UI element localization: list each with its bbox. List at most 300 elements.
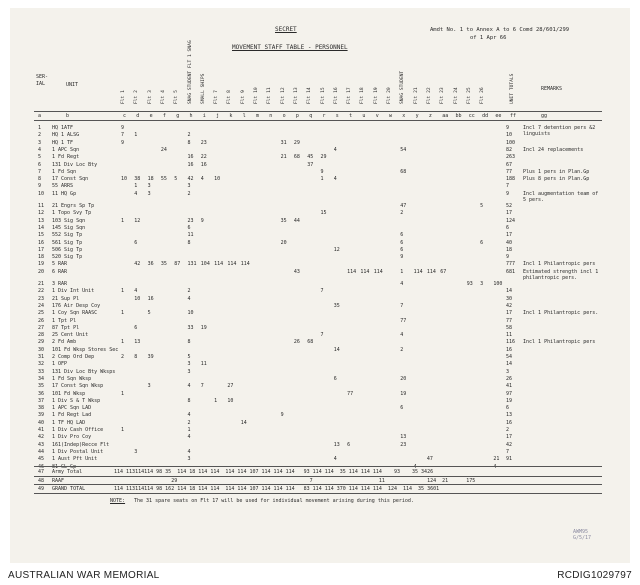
row-cell: 23	[400, 441, 407, 448]
row-cell: 15	[320, 210, 327, 217]
row-cell: 7	[200, 383, 204, 390]
row-cell: 9	[400, 254, 404, 261]
row-cell: 12	[134, 217, 141, 224]
column-letter: f	[162, 113, 166, 119]
column-letter: bb	[455, 113, 462, 119]
column-letter: b	[66, 113, 70, 119]
row-cell: 1	[121, 310, 125, 317]
row-cell: 114	[347, 268, 357, 275]
flight-header: Flt 25	[466, 87, 472, 104]
row-total: 14	[506, 288, 513, 295]
row-total: 116	[506, 339, 516, 346]
flight-header: Flt 17	[347, 87, 353, 104]
flight-header: Flt 11	[267, 87, 273, 104]
row-cell: 100	[493, 281, 503, 287]
column-letter: g	[176, 113, 180, 119]
row-cell: 3	[187, 183, 191, 190]
row-unit: 131 Div Loc Bty Wksps	[52, 368, 116, 375]
row-unit: 11 HQ Gp	[52, 190, 77, 197]
row-cell: 20	[400, 375, 407, 382]
column-letter: q	[309, 113, 313, 119]
row-unit: 6 RAR	[52, 268, 68, 275]
row-cell: 1	[320, 176, 324, 183]
row-cell: 114	[413, 268, 423, 275]
row-serial: 35	[38, 383, 45, 390]
row-cell: 19	[200, 324, 207, 331]
row-serial: 16	[38, 239, 45, 246]
row-unit: 103 Sig Sqn	[52, 217, 86, 224]
row-total: 16	[506, 346, 513, 353]
summary-values: 29 7 11 124 21 175	[114, 477, 476, 484]
row-serial: 18	[38, 254, 45, 261]
row-cell: 131	[187, 261, 197, 268]
row-remarks: Incl 1 Philantropic pers.	[523, 310, 599, 317]
flight-header: SMALL SHIPS	[200, 73, 206, 104]
flight-header: Flt 15	[320, 87, 326, 104]
footer-bar	[0, 563, 640, 585]
row-serial: 5	[38, 154, 42, 161]
row-serial: 34	[38, 375, 45, 382]
row-total: 16	[506, 419, 513, 426]
flight-header: Flt 19	[373, 87, 379, 104]
row-cell: 4	[134, 288, 138, 295]
row-cell: 5	[147, 310, 151, 317]
row-cell: 77	[400, 317, 407, 324]
stamp-line2: G/5/17	[573, 534, 592, 541]
flight-header: Flt 18	[360, 87, 366, 104]
row-cell: 1	[134, 183, 138, 190]
row-cell: 44	[293, 217, 300, 224]
row-total: 77	[506, 168, 513, 175]
row-cell: 4	[333, 176, 337, 183]
row-cell: 37	[307, 161, 314, 168]
column-letter: n	[269, 113, 273, 119]
reference-line1: Amdt No. 1 to Annex A to 6 Comd 28/601/299	[430, 27, 570, 33]
row-serial: 20	[38, 268, 45, 275]
flight-header: Flt 26	[480, 87, 486, 104]
row-serial: 21	[38, 281, 45, 287]
flight-header: Flt 5	[174, 90, 180, 104]
row-cell: 6	[187, 224, 191, 231]
row-total: 54	[506, 354, 513, 360]
column-letter: w	[389, 113, 393, 119]
row-total: 124	[506, 217, 516, 224]
row-serial: 3	[38, 139, 42, 146]
archive-stamp	[573, 530, 591, 541]
flight-header: SNAG STUDENT	[400, 70, 406, 104]
row-cell: 20	[280, 239, 287, 246]
row-cell: 114	[426, 268, 436, 275]
row-cell: 16	[147, 295, 154, 302]
row-cell: 10	[134, 295, 141, 302]
row-cell: 3	[134, 448, 138, 455]
row-cell: 19	[400, 390, 407, 397]
row-cell: 1	[121, 390, 125, 397]
row-total: 19	[506, 397, 513, 404]
row-serial: 30	[38, 346, 45, 353]
row-cell: 4	[333, 456, 337, 463]
row-unit: 1 Div Postal Unit	[52, 448, 104, 455]
col-remarks-header: REMARKS	[541, 86, 563, 92]
row-serial: 11	[38, 203, 45, 209]
row-cell: 6	[333, 375, 337, 382]
row-cell: 9	[200, 217, 204, 224]
row-serial: 27	[38, 324, 45, 331]
row-cell: 7	[320, 288, 324, 295]
flight-header: Flt 8	[227, 90, 233, 104]
flight-header: Flt 20	[387, 87, 392, 104]
row-cell: 6	[347, 441, 351, 448]
row-total: 100	[506, 139, 516, 146]
row-cell: 1	[121, 339, 125, 346]
row-remarks: Plus 1 pers in Plan.Gp	[523, 168, 590, 175]
row-unit: 520 Sig Tp	[52, 254, 83, 261]
row-cell: 4	[187, 448, 191, 455]
footer-source: AUSTRALIAN WAR MEMORIAL	[8, 570, 160, 581]
flight-header: Flt 1	[121, 90, 126, 104]
row-cell: 23	[200, 139, 207, 146]
row-unit: 1 Fd Sqn	[52, 168, 77, 175]
row-cell: 8	[187, 239, 191, 246]
row-unit: 161(Indep)Recce Flt	[52, 441, 110, 448]
row-cell: 3	[187, 368, 191, 375]
column-letter: t	[349, 113, 353, 119]
summary-serial: 48	[38, 477, 45, 484]
row-total: 13	[506, 412, 513, 419]
summary-values: 114 113114114 98 35 114 18 114 114 114 114 107 114 114 114 93 114 114 35 114 114 114 93 35 3426	[114, 469, 434, 475]
row-unit: 176 Air Desp Coy	[52, 302, 101, 309]
column-letter: ee	[495, 113, 502, 119]
row-unit: 1 TF HQ LAD	[52, 419, 86, 426]
row-serial: 32	[38, 361, 45, 368]
row-cell: 7	[400, 302, 404, 309]
row-unit: 1 Fd Regt Lad	[52, 412, 92, 419]
column-letter: cc	[468, 113, 475, 119]
row-serial: 25	[38, 310, 45, 317]
row-cell: 42	[187, 176, 194, 183]
row-total: 42	[506, 302, 513, 309]
row-cell: 3	[480, 281, 484, 287]
flight-header: Flt 9	[240, 90, 246, 104]
column-letter: aa	[442, 113, 449, 119]
row-cell: 4	[493, 463, 497, 470]
row-unit: 1 Div Int Unit	[52, 288, 95, 295]
column-letter: r	[322, 113, 326, 119]
row-cell: 27	[227, 383, 234, 390]
row-serial: 38	[38, 405, 45, 412]
row-serial: 31	[38, 354, 45, 360]
row-cell: 2	[400, 210, 404, 217]
row-cell: 29	[293, 139, 300, 146]
summary-label: RAAF	[52, 477, 65, 484]
note-label: NOTE:	[110, 498, 126, 504]
row-cell: 29	[320, 154, 327, 161]
row-total: 82	[506, 146, 513, 153]
row-cell: 13	[134, 339, 141, 346]
row-cell: 114	[227, 261, 237, 268]
row-total: 6	[506, 405, 510, 412]
row-cell: 10	[187, 310, 194, 317]
column-letter: dd	[482, 113, 489, 119]
row-cell: 87	[174, 261, 181, 268]
row-total: 9	[506, 190, 510, 197]
row-serial: 43	[38, 441, 45, 448]
row-cell: 1	[134, 132, 138, 139]
row-serial: 2	[38, 132, 42, 139]
row-cell: 6	[480, 239, 484, 246]
row-unit: HQ 1ATF	[52, 125, 74, 131]
column-letter: d	[136, 113, 140, 119]
row-cell: 114	[240, 261, 250, 268]
row-cell: 1	[121, 288, 125, 295]
row-total: 91	[506, 456, 513, 463]
row-unit: HQ 1 ALSG	[52, 132, 80, 139]
summary-serial: 47	[38, 469, 45, 475]
row-serial: 33	[38, 368, 45, 375]
row-serial: 29	[38, 339, 45, 346]
row-cell: 8	[187, 397, 191, 404]
summary-label: Army Total	[52, 469, 83, 475]
row-unit: 1 Fd Sqn Wksp	[52, 375, 92, 382]
column-letter: j	[216, 113, 220, 119]
row-cell: 104	[200, 261, 210, 268]
row-unit: 1 OFP	[52, 361, 68, 368]
row-serial: 44	[38, 448, 45, 455]
row-cell: 114	[214, 261, 224, 268]
row-cell: 4	[187, 434, 191, 441]
column-letter: x	[402, 113, 406, 119]
row-unit: 561 Sig Tp	[52, 239, 83, 246]
row-total: 10	[506, 132, 513, 139]
row-unit: 506 Sig Tp	[52, 246, 83, 253]
summary-serial: 49	[38, 486, 45, 492]
row-cell: 2	[187, 288, 191, 295]
row-cell: 4	[413, 463, 417, 470]
row-cell: 7	[320, 332, 324, 339]
row-serial: 23	[38, 295, 45, 302]
row-unit: 21 Engrs Sp Tp	[52, 203, 95, 209]
row-cell: 8	[187, 339, 191, 346]
row-total: 41	[506, 383, 513, 390]
row-total: 2	[506, 427, 510, 433]
row-cell: 11	[187, 232, 194, 239]
row-cell: 43	[293, 268, 300, 275]
row-remarks: Incl 1 Philantropic pers	[523, 339, 596, 346]
row-cell: 35	[160, 261, 167, 268]
flight-header: Flt 10	[254, 87, 259, 104]
row-cell: 9	[121, 139, 125, 146]
row-cell: 77	[347, 390, 354, 397]
row-serial: 19	[38, 261, 45, 268]
row-total: 777	[506, 261, 516, 268]
row-unit: 25 Cent Unit	[52, 332, 89, 339]
row-cell: 4	[400, 332, 404, 339]
row-serial: 42	[38, 434, 45, 441]
column-letter: y	[415, 113, 419, 119]
row-cell: 33	[187, 324, 194, 331]
row-serial: 24	[38, 302, 45, 309]
row-serial: 39	[38, 412, 45, 419]
row-total: 17	[506, 434, 513, 441]
row-cell: 2	[400, 346, 404, 353]
column-letter: h	[189, 113, 193, 119]
row-unit: 1 Div Cash Office	[52, 427, 104, 433]
total-rule-top	[34, 466, 602, 467]
document-title: MOVEMENT STAFF TABLE - PERSONNEL	[232, 44, 348, 51]
row-total: 97	[506, 390, 513, 397]
flight-header: Flt 23	[440, 87, 446, 104]
row-remarks: Incl 24 replacements	[523, 146, 584, 153]
row-serial: 28	[38, 332, 45, 339]
row-serial: 41	[38, 427, 45, 433]
row-cell: 5	[480, 203, 484, 209]
row-cell: 4	[187, 412, 191, 419]
header-rule	[34, 111, 602, 112]
row-total: 67	[506, 161, 513, 168]
row-cell: 3	[187, 361, 191, 368]
row-cell: 22	[200, 154, 207, 161]
row-total: 681	[506, 268, 516, 275]
row-cell: 6	[134, 324, 138, 331]
reference	[430, 26, 569, 42]
row-unit: 2 Comp Ord Dep	[52, 354, 95, 360]
stamp-line1: AWM95	[573, 529, 589, 535]
row-cell: 9	[280, 412, 284, 419]
column-letter: c	[123, 113, 127, 119]
row-serial: 46	[38, 463, 45, 470]
row-cell: 67	[440, 268, 447, 275]
row-unit: 1 Coy Sqn RAASC	[52, 310, 98, 317]
letters-rule	[34, 120, 602, 121]
row-unit: 1 Fd Regt	[52, 154, 80, 161]
row-cell: 45	[307, 154, 314, 161]
row-cell: 2	[187, 132, 191, 139]
row-unit: 17 Const Sqn	[52, 176, 89, 183]
col-unit-header: UNIT	[66, 82, 79, 88]
row-cell: 8	[187, 139, 191, 146]
row-total: 18	[506, 246, 513, 253]
row-cell: 16	[187, 154, 194, 161]
row-cell: 6	[400, 239, 404, 246]
total-rule-bottom	[34, 493, 602, 494]
column-letter: i	[202, 113, 206, 119]
row-cell: 5	[174, 176, 178, 183]
row-cell: 10	[214, 176, 221, 183]
row-cell: 55	[160, 176, 167, 183]
row-unit: 1 Div S & T Wksp	[52, 397, 101, 404]
row-cell: 11	[200, 361, 207, 368]
row-unit: 1 Topo Svy Tp	[52, 210, 92, 217]
flight-header: Flt 24	[453, 87, 459, 104]
row-remarks: Plus 8 pers in Plan.Gp	[523, 176, 590, 183]
row-cell: 3	[147, 383, 151, 390]
row-cell: 1	[121, 217, 125, 224]
column-letter: e	[149, 113, 153, 119]
row-cell: 42	[134, 261, 141, 268]
row-cell: 4	[134, 190, 138, 197]
row-cell: 24	[160, 146, 167, 153]
row-cell: 47	[400, 203, 407, 209]
row-cell: 47	[426, 456, 433, 463]
row-total: 40	[506, 239, 513, 246]
reference-line2: of 1 Apr 66	[470, 35, 507, 41]
row-remarks: Incl 7 detention pers &2 linguists	[523, 125, 596, 137]
row-unit: 101 Fd Wksp Stores Sec	[52, 346, 119, 353]
row-serial: 8	[38, 176, 42, 183]
flight-header: Flt 16	[333, 87, 339, 104]
row-remarks: Incl 1 Philantropic pers	[523, 261, 596, 268]
row-cell: 2	[187, 190, 191, 197]
row-cell: 93	[466, 281, 473, 287]
row-cell: 38	[134, 176, 141, 183]
column-letter: z	[428, 113, 432, 119]
flight-header: Flt 21	[413, 87, 419, 104]
row-cell: 7	[121, 132, 125, 139]
row-cell: 4	[187, 295, 191, 302]
row-cell: 9	[320, 168, 324, 175]
row-cell: 26	[293, 339, 300, 346]
row-total: 77	[506, 317, 513, 324]
row-serial: 40	[38, 419, 45, 426]
row-cell: 68	[400, 168, 407, 175]
row-total: 30	[506, 295, 513, 302]
row-total: 3	[506, 368, 510, 375]
row-cell: 35	[333, 302, 340, 309]
row-cell: 36	[147, 261, 154, 268]
flight-header: Flt 4	[160, 90, 166, 104]
row-unit: 81 GL Gp	[52, 463, 77, 470]
row-cell: 13	[400, 434, 407, 441]
row-total: 7	[506, 183, 510, 190]
row-remarks: Estimated strength incl 1 philantropic pers.	[523, 268, 599, 281]
footer-record-id: RCDIG1029797	[557, 570, 632, 581]
row-unit: 1 APC Sqn	[52, 146, 80, 153]
row-unit: 2 Fd Amb	[52, 339, 77, 346]
column-letter: p	[295, 113, 299, 119]
row-total: 188	[506, 176, 516, 183]
row-total: 42	[506, 441, 513, 448]
flight-header: Flt 13	[293, 87, 299, 104]
row-cell: 3	[187, 456, 191, 463]
row-cell: 6	[400, 405, 404, 412]
row-serial: 15	[38, 232, 45, 239]
row-unit: 21 Sup Pl	[52, 295, 80, 302]
row-cell: 2	[187, 419, 191, 426]
row-cell: 6	[400, 246, 404, 253]
row-cell: 4	[333, 146, 337, 153]
row-cell: 8	[134, 354, 138, 360]
row-cell: 5	[187, 354, 191, 360]
row-serial: 22	[38, 288, 45, 295]
row-serial: 17	[38, 246, 45, 253]
row-unit: 55 ARRS	[52, 183, 74, 190]
row-cell: 16	[187, 161, 194, 168]
column-letter: a	[38, 113, 42, 119]
flight-header: Flt 14	[307, 87, 313, 104]
row-cell: 4	[400, 281, 404, 287]
column-letter: gg	[541, 113, 548, 119]
row-total: 26	[506, 375, 513, 382]
row-total: 7	[506, 448, 510, 455]
row-cell: 12	[333, 246, 340, 253]
row-unit: HQ 1 TF	[52, 139, 74, 146]
row-serial: 26	[38, 317, 45, 324]
row-cell: 6	[400, 232, 404, 239]
row-total: 6	[506, 224, 510, 231]
summary-values: 114 113114114 98 162 114 18 114 114 114 114 107 114 114 114 83 114 114 370 114 114 114 124 114 35 3601	[114, 486, 440, 492]
row-cell: 39	[147, 354, 154, 360]
row-cell: 35	[280, 217, 287, 224]
